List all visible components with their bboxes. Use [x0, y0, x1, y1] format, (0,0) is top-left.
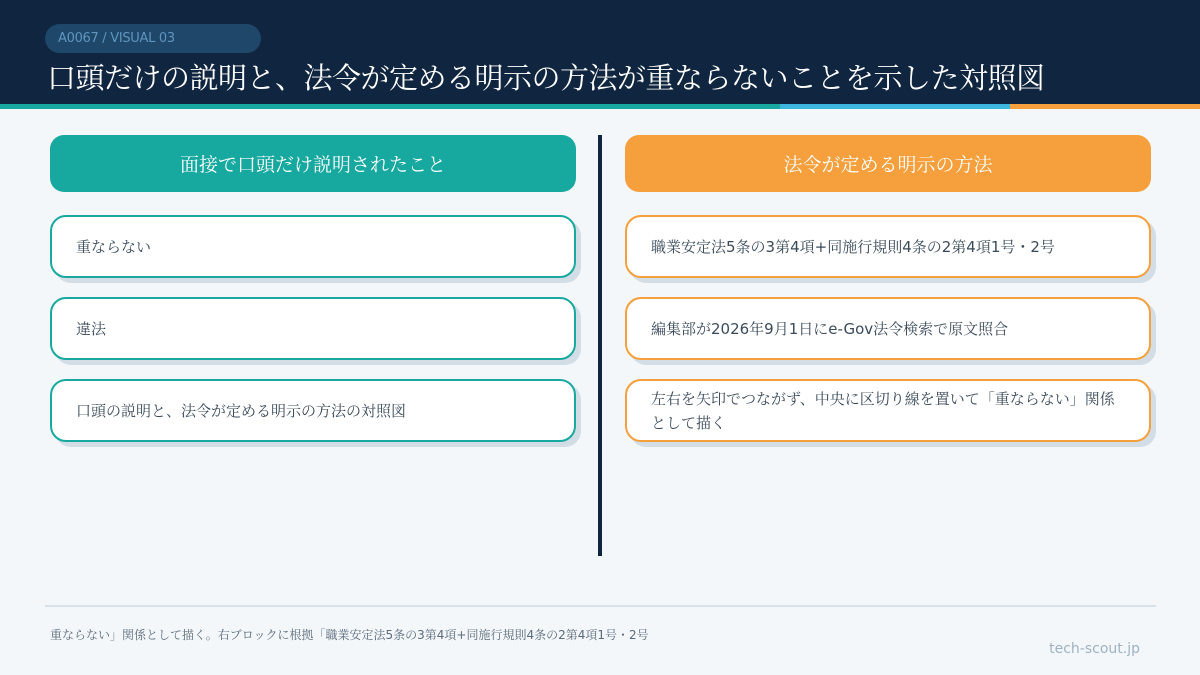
left-card-1: [50, 215, 576, 278]
footer-divider: [45, 605, 1156, 607]
footnote: 重ならない」関係として描く。右ブロックに根拠「職業安定法5条の3第4項+同施行規則4条の2第4項1号・2号: [50, 628, 649, 642]
slide-tag: A0067 / VISUAL 03: [45, 24, 261, 53]
left-card-2-text: 違法: [76, 319, 107, 338]
center-divider: [598, 135, 602, 556]
accent-bar-teal: [0, 104, 780, 109]
accent-bar-orange: [1010, 104, 1200, 109]
accent-bar-sky: [780, 104, 1010, 109]
left-card-3-text: 口頭の説明と、法令が定める明示の方法の対照図: [76, 401, 407, 420]
right-card-3: [625, 379, 1151, 442]
left-card-2: [50, 297, 576, 360]
right-card-2: [625, 297, 1151, 360]
brand-text: tech-scout.jp: [1049, 641, 1140, 657]
right-card-1: [625, 215, 1151, 278]
header: [0, 0, 1200, 104]
left-card-1-text: 重ならない: [76, 237, 152, 256]
page-title: 口頭だけの説明と、法令が定める明示の方法が重ならないことを示した対照図: [47, 61, 1045, 95]
right-card-2-text: 編集部が2026年9月1日にe-Gov法令検索で原文照合: [651, 319, 1009, 338]
right-card-3-text: 左右を矢印でつながず、中央に区切り線を置いて「重ならない」関係として描く: [651, 389, 1115, 432]
left-card-3: [50, 379, 576, 442]
left-column-heading: 面接で口頭だけ説明されたこと: [50, 135, 576, 192]
right-card-1-text: 職業安定法5条の3第4項+同施行規則4条の2第4項1号・2号: [651, 237, 1055, 256]
right-column-heading: 法令が定める明示の方法: [625, 135, 1151, 192]
